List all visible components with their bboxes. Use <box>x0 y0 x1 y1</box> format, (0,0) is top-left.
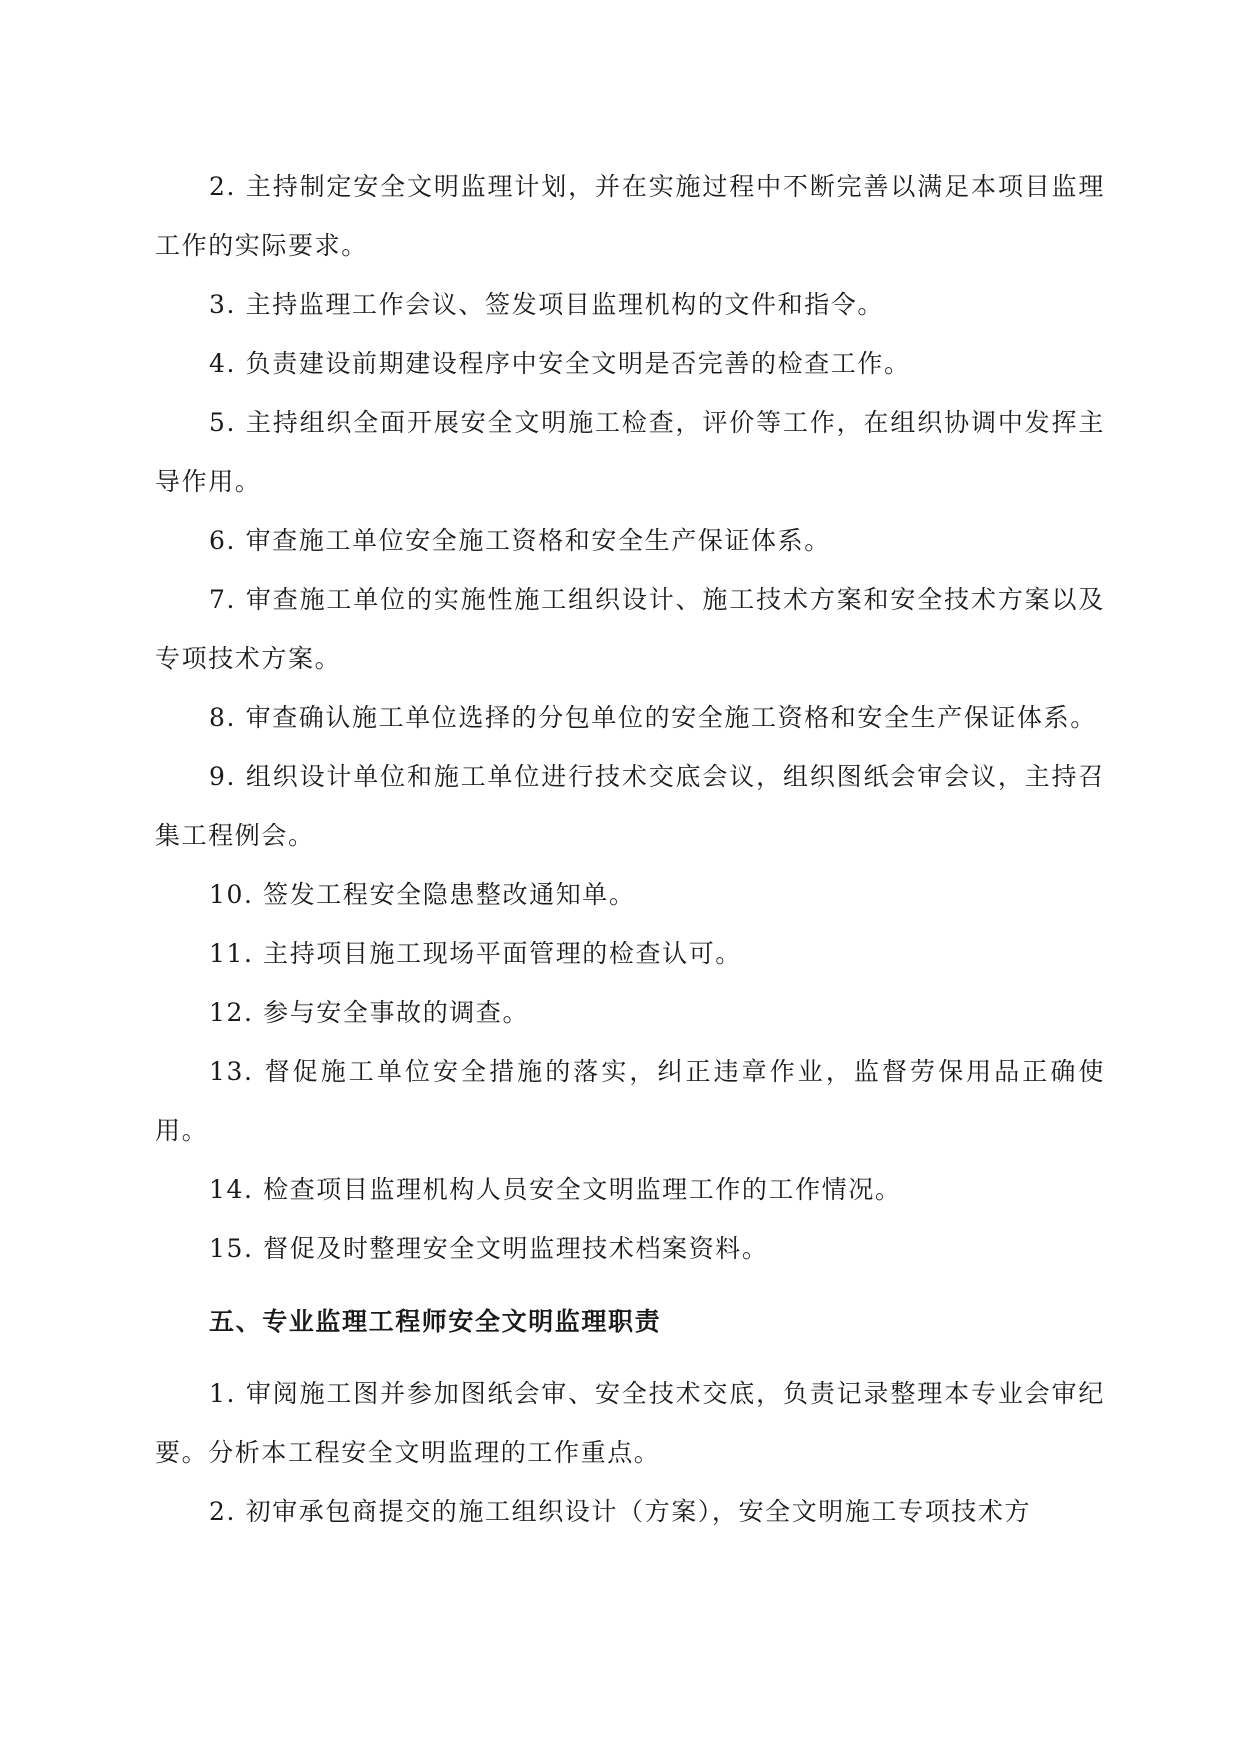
list-item: 1. 审阅施工图并参加图纸会审、安全技术交底，负责记录整理本专业会审纪要。分析本工程安全文明监理的工作重点。 <box>155 1379 1105 1467</box>
list-item: 3. 主持监理工作会议、签发项目监理机构的文件和指令。 <box>209 290 885 319</box>
list-item: 11. 主持项目施工现场平面管理的检查认可。 <box>209 939 742 968</box>
list-item: 6. 审查施工单位安全施工资格和安全生产保证体系。 <box>209 526 831 555</box>
list-item: 12. 参与安全事故的调查。 <box>209 998 530 1027</box>
list-item: 9. 组织设计单位和施工单位进行技术交底会议，组织图纸会审会议，主持召集工程例会。 <box>155 762 1105 850</box>
list-item: 5. 主持组织全面开展安全文明施工检查，评价等工作，在组织协调中发挥主导作用。 <box>155 408 1105 496</box>
list-item: 10. 签发工程安全隐患整改通知单。 <box>209 880 636 909</box>
list-item: 2. 初审承包商提交的施工组织设计（方案），安全文明施工专项技术方 <box>209 1497 1032 1526</box>
list-item: 8. 审查确认施工单位选择的分包单位的安全施工资格和安全生产保证体系。 <box>209 703 1097 732</box>
list-item: 13. 督促施工单位安全措施的落实，纠正违章作业，监督劳保用品正确使用。 <box>155 1057 1105 1145</box>
section-heading: 五、专业监理工程师安全文明监理职责 <box>209 1307 662 1336</box>
document-body <box>155 157 1105 1541</box>
list-item: 4. 负责建设前期建设程序中安全文明是否完善的检查工作。 <box>209 349 911 378</box>
list-item: 14. 检查项目监理机构人员安全文明监理工作的工作情况。 <box>209 1175 902 1204</box>
list-item: 15. 督促及时整理安全文明监理技术档案资料。 <box>209 1234 769 1263</box>
list-item: 2. 主持制定安全文明监理计划，并在实施过程中不断完善以满足本项目监理工作的实际要求。 <box>155 172 1105 260</box>
list-item: 7. 审查施工单位的实施性施工组织设计、施工技术方案和安全技术方案以及专项技术方案。 <box>155 585 1105 673</box>
